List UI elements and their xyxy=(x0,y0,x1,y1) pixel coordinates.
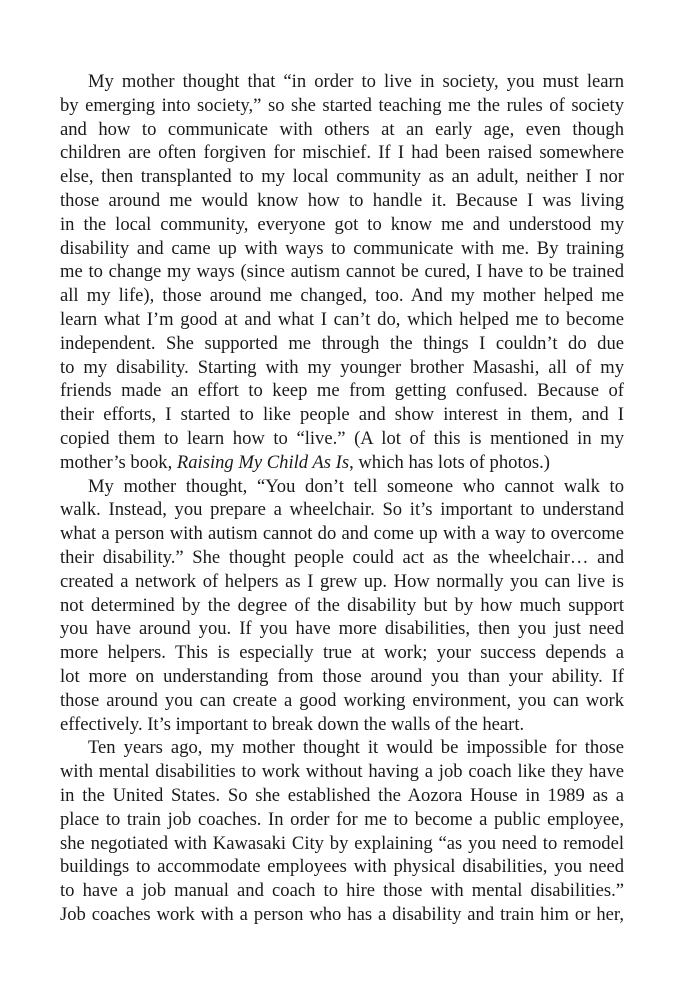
text-line: copied them to learn how to “live.” (A lot of this is mentioned in my xyxy=(60,427,624,449)
text-line: in the local community, everyone got to know me and understood my xyxy=(60,213,624,235)
book-title: Raising My Child As Is xyxy=(176,451,350,473)
text-line: and how to communicate with others at an early age, even though xyxy=(60,118,624,140)
paragraph-2 xyxy=(60,475,624,737)
text-line: walk. Instead, you prepare a wheelchair. So it’s important to understand xyxy=(60,499,624,521)
text-line: those around me would know how to handle it. Because I was living xyxy=(60,189,624,211)
text-run: mother’s book, xyxy=(60,451,177,473)
text-line: friends made an effort to keep me from getting confused. Because of xyxy=(60,380,624,402)
text-line: those around you can create a good working environment, you can work xyxy=(60,689,624,711)
text-line: their disability.” She thought people could act as the wheelchair… and xyxy=(60,546,624,568)
text-line: independent. She supported me through the things I couldn’t do due xyxy=(60,332,624,354)
text-line: by emerging into society,” so she started teaching me the rules of society xyxy=(60,94,624,116)
text-line: she negotiated with Kawasaki City by explaining “as you need to remodel xyxy=(60,832,624,854)
text-line: buildings to accommodate employees with physical disabilities, you need xyxy=(60,856,624,878)
text-line: place to train job coaches. In order for me to become a public employee, xyxy=(60,808,624,830)
paragraph-3 xyxy=(60,736,624,926)
text-line: else, then transplanted to my local community as an adult, neither I nor xyxy=(60,166,624,188)
text-line: not determined by the degree of the disability but by how much support xyxy=(60,594,624,616)
text-run: , which has lots of photos.) xyxy=(349,451,550,473)
text-line: learn what I’m good at and what I can’t do, which helped me to become xyxy=(60,308,624,330)
text-line: you have around you. If you have more disabilities, then you just need xyxy=(60,618,624,640)
text-line: Ten years ago, my mother thought it would be impossible for those xyxy=(88,737,624,759)
text-line: Job coaches work with a person who has a disability and train him or her, xyxy=(60,903,624,925)
text-line: lot more on understanding from those around you than your ability. If xyxy=(60,665,624,687)
text-line xyxy=(60,451,624,475)
text-line: to have a job manual and coach to hire those with mental disabilities.” xyxy=(60,880,624,902)
text-line: all my life), those around me changed, too. And my mother helped me xyxy=(60,285,624,307)
text-line: My mother thought, “You don’t tell someone who cannot walk to xyxy=(88,475,624,497)
text-line: with mental disabilities to work without having a job coach like they have xyxy=(60,761,624,783)
text-line: their efforts, I started to like people and show interest in them, and I xyxy=(60,404,624,426)
book-page xyxy=(60,70,624,927)
text-line: disability and came up with ways to communicate with me. By training xyxy=(60,237,624,259)
text-line: children are often forgiven for mischief. If I had been raised somewhere xyxy=(60,142,624,164)
text-line: what a person with autism cannot do and come up with a way to overcome xyxy=(60,523,624,545)
text-line: more helpers. This is especially true at work; your success depends a xyxy=(60,642,624,664)
text-line: me to change my ways (since autism cannot be cured, I have to be trained xyxy=(60,261,624,283)
text-line: in the United States. So she established the Aozora House in 1989 as a xyxy=(60,784,624,806)
text-line: to my disability. Starting with my younger brother Masashi, all of my xyxy=(60,356,624,378)
text-line: My mother thought that “in order to live in society, you must learn xyxy=(88,71,624,92)
paragraph-1 xyxy=(60,70,624,475)
text-line: effectively. It’s important to break down the walls of the heart. xyxy=(60,713,525,735)
text-line: created a network of helpers as I grew up. How normally you can live is xyxy=(60,570,624,592)
